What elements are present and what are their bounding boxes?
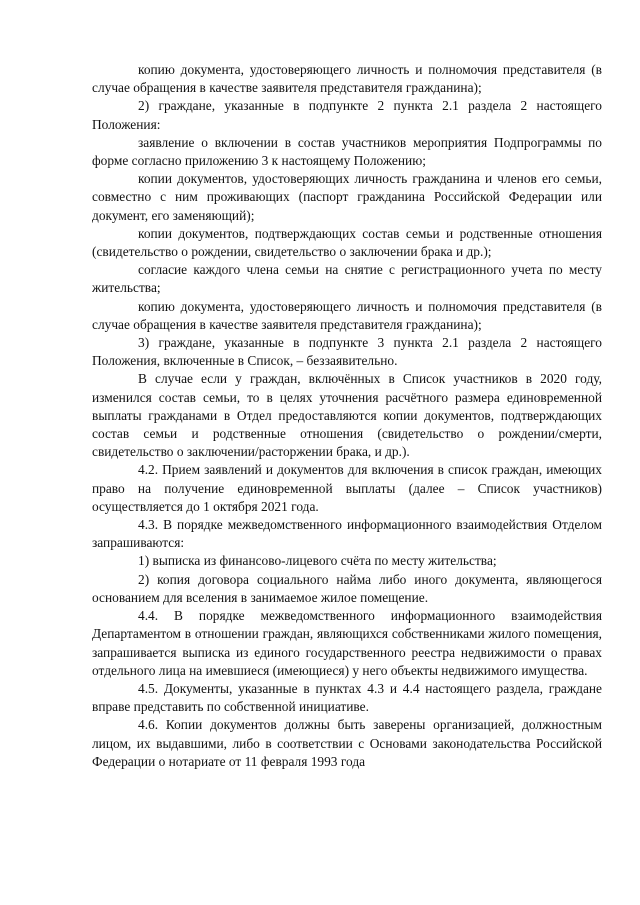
paragraph-4-2: 4.2. Прием заявлений и документов для включения в список граждан, имеющих право на получение единовременной выплаты (далее – Список участников) осуществляется до 1 октября 2021 года. xyxy=(92,462,602,514)
paragraph-4-5: 4.5. Документы, указанные в пунктах 4.3 и 4.4 настоящего раздела, граждане вправе представить по собственной инициативе. xyxy=(92,680,602,715)
paragraph-4-3-item-1: 1) выписка из финансово-лицевого счёта по месту жительства; xyxy=(138,553,497,569)
paragraph-4-3: 4.3. В порядке межведомственного информационного взаимодействия Отделом запрашиваются: xyxy=(92,517,602,551)
paragraph-item-2-citizens: 2) граждане, указанные в подпункте 2 пункта 2.1 раздела 2 настоящего Положения: xyxy=(92,98,602,132)
paragraph-4-3-item-2: 2) копия договора социального найма либо иного документа, являющегося основанием для вселения в занимаемое жилое помещение. xyxy=(92,571,602,605)
paragraph-identity-documents: копии документов, удостоверяющих личность гражданина и членов его семьи, совместно с ним проживающих (паспорт гражданина Российской Федерации или документ, его заменяющий); xyxy=(92,171,602,223)
paragraph-deregistration-consent: согласие каждого члена семьи на снятие с регистрационного учета по месту жительства; xyxy=(92,262,602,296)
document-page xyxy=(92,61,602,771)
paragraph-application: заявление о включении в состав участников мероприятия Подпрограммы по форме согласно приложению 3 к настоящему Положению; xyxy=(92,134,602,169)
paragraph-family-documents: копии документов, подтверждающих состав семьи и родственные отношения (свидетельство о рождении, свидетельство о заключении брака и др.); xyxy=(92,225,602,260)
paragraph-item-3-citizens: 3) граждане, указанные в подпункте 3 пункта 2.1 раздела 2 настоящего Положения, включенные в Список, – беззаявительно. xyxy=(92,335,602,369)
paragraph-4-4: 4.4. В порядке межведомственного информационного взаимодействия Департаментом в отношении граждан, являющихся собственниками жилого помещения, запрашивается выписка из единого государственного реестра недвижимости о правах отдельного лица на имевшиеся (имеющиеся) у него объекты недвижимого имущества. xyxy=(92,608,602,678)
paragraph-family-change: В случае если у граждан, включённых в Список участников в 2020 году, изменился состав семьи, то в целях уточнения расчётного размера единовременной выплаты гражданами в Отдел предоставляются копии документов, подтверждающих состав семьи и родственные отношения (свидетельство о рождении/смерти, свидетельство о заключении/расторжении брака, и др.). xyxy=(92,371,602,460)
paragraph-4-6: 4.6. Копии документов должны быть заверены организацией, должностным лицом, их выдавшими, либо в соответствии с Основами законодательства Российской Федерации о нотариате от 11 февраля 1993 года xyxy=(92,717,602,769)
paragraph-representative-copy-1: копию документа, удостоверяющего личность и полномочия представителя (в случае обращения в качестве заявителя представителя гражданина); xyxy=(92,62,602,96)
paragraph-representative-copy-2: копию документа, удостоверяющего личность и полномочия представителя (в случае обращения в качестве заявителя представителя гражданина); xyxy=(92,298,602,332)
